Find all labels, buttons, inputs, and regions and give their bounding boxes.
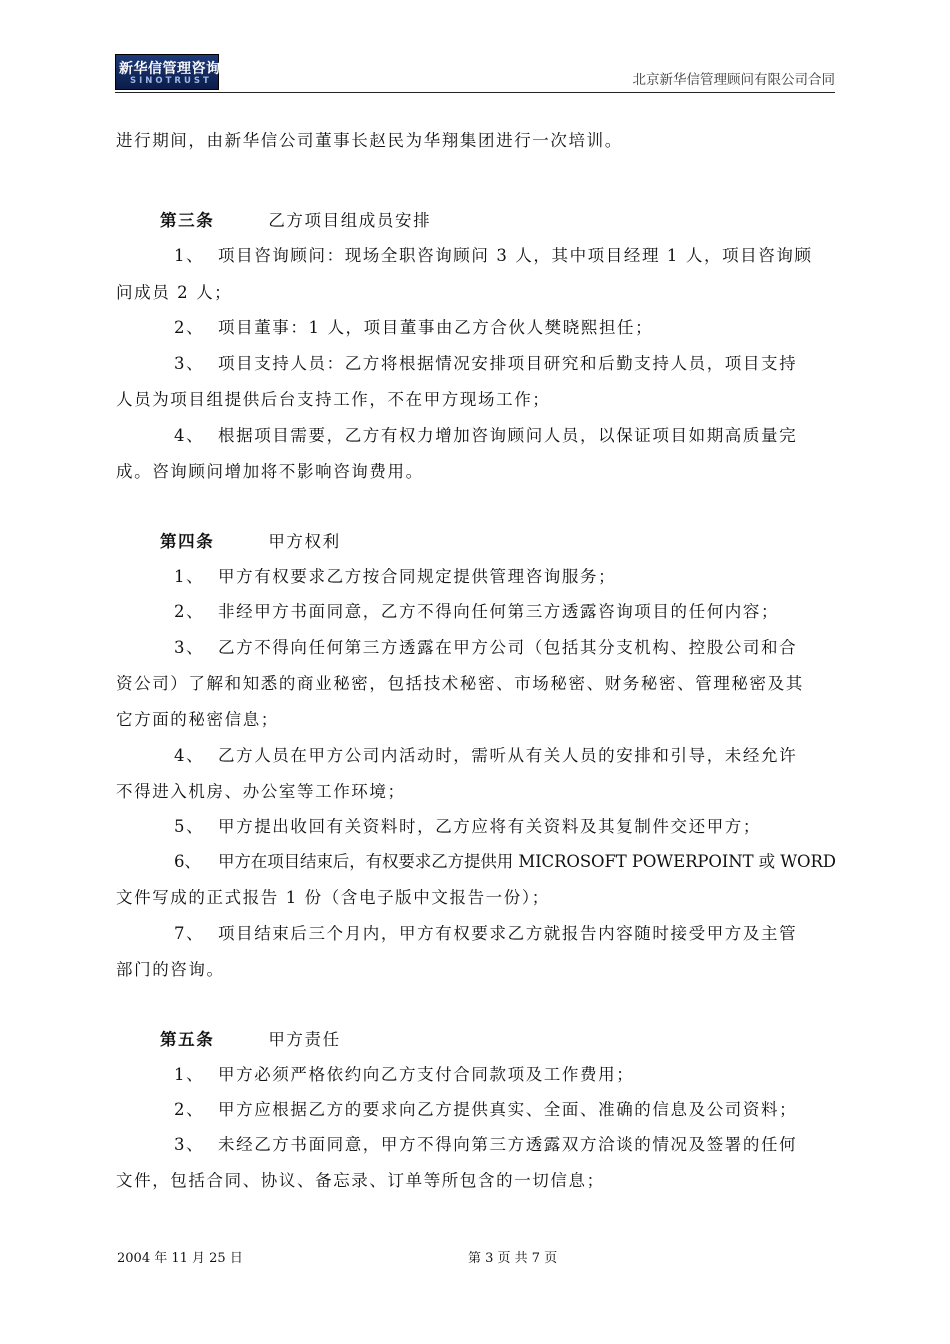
text-span: 甲方在项目结束后，有权要求乙方提供用 MICROSOFT POWERPOINT 或 WORD <box>218 852 836 871</box>
text-span: 乙方人员在甲方公司内活动时，需听从有关人员的安排和引导，未经允许 <box>218 746 798 765</box>
list-item <box>174 350 797 374</box>
list-item-continuation: 人员为项目组提供后台支持工作，不在甲方现场工作； <box>116 390 551 409</box>
text-span: 2、 <box>174 318 205 337</box>
text-span: 2、 <box>174 1100 205 1119</box>
text-span: 项目支持人员：乙方将根据情况安排项目研究和后勤支持人员，项目支持 <box>218 354 798 373</box>
list-item-continuation: 成。咨询顾问增加将不影响咨询费用。 <box>116 462 424 481</box>
text-span: 甲方有权要求乙方按合同规定提供管理咨询服务； <box>218 567 617 586</box>
article-title: 乙方项目组成员安排 <box>268 211 432 230</box>
list-item <box>174 598 779 622</box>
list-item-continuation: 问成员 2 人； <box>116 283 233 302</box>
list-item <box>174 1131 797 1155</box>
article-number: 第三条 <box>160 211 215 230</box>
text-span: 3、 <box>174 1135 205 1154</box>
footer-page-number: 第 3 页 共 7 页 <box>468 1251 558 1266</box>
list-item <box>174 1061 634 1085</box>
section-4-heading <box>160 528 341 552</box>
list-item-continuation: 资公司）了解和知悉的商业秘密，包括技术秘密、市场秘密、财务秘密、管理秘密及其 <box>116 674 804 693</box>
text-span: 甲方应根据乙方的要求向乙方提供真实、全面、准确的信息及公司资料； <box>218 1100 798 1119</box>
list-item <box>174 1096 797 1120</box>
list-item <box>174 242 813 266</box>
text-span: 甲方必须严格依约向乙方支付合同款项及工作费用； <box>218 1065 635 1084</box>
text-span: 5、 <box>174 817 205 836</box>
text-span: 项目结束后三个月内，甲方有权要求乙方就报告内容随时接受甲方及主管 <box>218 924 798 943</box>
logo-chinese-text: 新华信管理咨询 <box>119 61 221 77</box>
text-span: 项目董事：1 人，项目董事由乙方合伙人樊晓熙担任； <box>218 318 654 337</box>
article-number: 第四条 <box>160 532 215 551</box>
text-span: 1、 <box>174 246 205 265</box>
list-item-continuation: 文件，包括合同、协议、备忘录、订单等所包含的一切信息； <box>116 1171 605 1190</box>
section-3-heading <box>160 207 431 231</box>
list-item <box>174 813 761 837</box>
list-item <box>174 634 797 658</box>
text-span: 1、 <box>174 567 205 586</box>
text-span: 根据项目需要，乙方有权力增加咨询顾问人员，以保证项目如期高质量完 <box>218 426 798 445</box>
footer-date: 2004 年 11 月 25 日 <box>117 1251 243 1266</box>
text-span: 2、 <box>174 602 205 621</box>
list-item <box>174 563 616 587</box>
text-span: 甲方提出收回有关资料时，乙方应将有关资料及其复制件交还甲方； <box>218 817 761 836</box>
text-span: 6、 <box>174 852 201 871</box>
company-logo <box>115 54 219 90</box>
text-span: 4、 <box>174 746 205 765</box>
list-item <box>174 422 797 446</box>
text-span: 未经乙方书面同意，甲方不得向第三方透露双方洽谈的情况及签署的任何 <box>218 1135 798 1154</box>
list-item-continuation: 不得进入机房、办公室等工作环境； <box>116 782 406 801</box>
list-item <box>174 314 653 338</box>
article-title: 甲方责任 <box>268 1030 341 1049</box>
text-span: 1、 <box>174 1065 205 1084</box>
list-item <box>174 920 797 944</box>
list-item <box>174 742 797 766</box>
paragraph-continuation: 进行期间，由新华信公司董事长赵民为华翔集团进行一次培训。 <box>116 131 623 150</box>
text-span: 乙方不得向任何第三方透露在甲方公司（包括其分支机构、控股公司和合 <box>218 638 798 657</box>
article-title: 甲方权利 <box>268 532 341 551</box>
text-span: 3、 <box>174 354 205 373</box>
list-item <box>174 848 836 872</box>
list-item-continuation: 部门的咨询。 <box>116 960 225 979</box>
page-header <box>115 52 835 93</box>
article-number: 第五条 <box>160 1030 215 1049</box>
text-span: 3、 <box>174 638 205 657</box>
text-span: 非经甲方书面同意，乙方不得向任何第三方透露咨询项目的任何内容； <box>218 602 780 621</box>
text-span: 项目咨询顾问：现场全职咨询顾问 3 人，其中项目经理 1 人，项目咨询顾 <box>218 246 813 265</box>
logo-english-text: SINOTRUST <box>130 76 212 86</box>
text-span: 7、 <box>174 924 205 943</box>
list-item-continuation: 它方面的秘密信息； <box>116 710 279 729</box>
text-span: 4、 <box>174 426 205 445</box>
section-5-heading <box>160 1026 341 1050</box>
list-item-continuation: 文件写成的正式报告 1 份（含电子版中文报告一份）； <box>116 888 550 907</box>
header-company-contract: 北京新华信管理顾问有限公司合同 <box>632 72 835 88</box>
